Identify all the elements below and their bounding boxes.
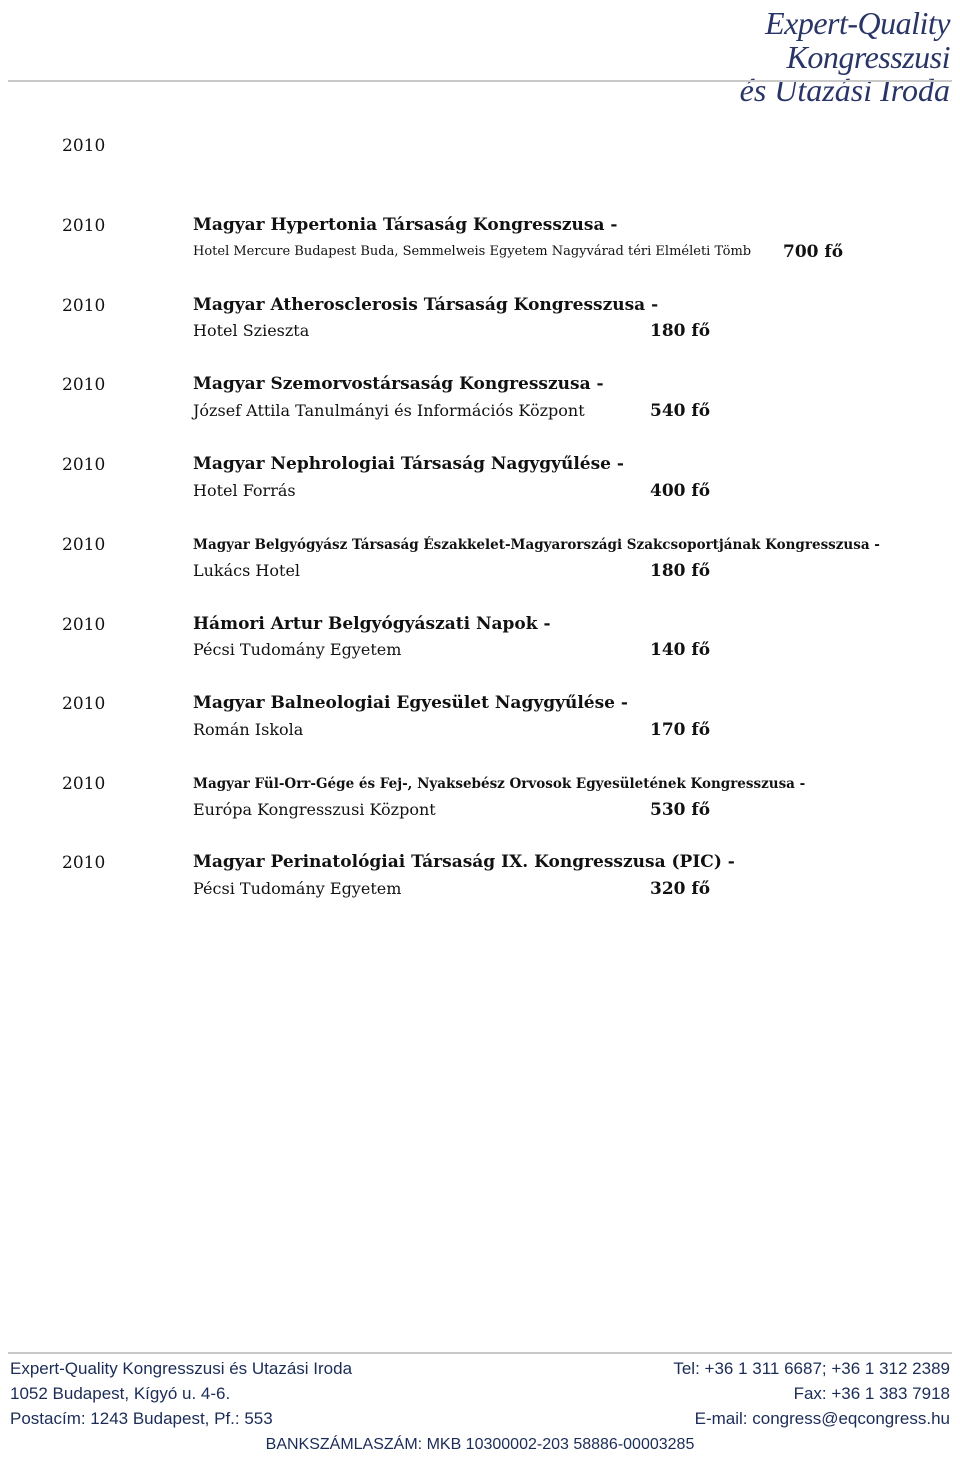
event-venue: Hotel Mercure Budapest Buda, Semmelweis Egyetem Nagyvárad téri Elméleti Tömb [193,244,752,259]
logo-line-2: és Utazási Iroda [739,72,950,108]
event-attendance: 530 fő [650,800,711,820]
event-title: Magyar Atherosclerosis Társaság Kongresszusa - [193,295,659,315]
event-year: 2010 [62,296,106,316]
footer-bank-account: BANKSZÁMLASZÁM: MKB 10300002-203 58886-00003285 [265,1436,695,1453]
event-title: Magyar Szemorvostársaság Kongresszusa - [193,374,604,394]
event-attendance: 180 fő [650,321,711,341]
footer-postal: Postacím: 1243 Budapest, Pf.: 553 [10,1409,273,1428]
event-venue: Hotel Forrás [193,481,296,500]
event-year: 2010 [62,216,106,236]
event-venue: Lukács Hotel [193,561,301,580]
event-attendance: 140 fő [650,640,711,660]
event-venue: Pécsi Tudomány Egyetem [193,879,402,898]
footer-phone: Tel: +36 1 311 6687; +36 1 312 2389 [673,1359,950,1378]
event-attendance: 400 fő [650,481,711,501]
event-year: 2010 [62,455,106,475]
event-year: 2010 [62,615,106,635]
header-divider [8,80,952,82]
footer-address: 1052 Budapest, Kígyó u. 4-6. [10,1384,231,1403]
event-title: Magyar Perinatológiai Társaság IX. Kongresszusa (PIC) - [193,852,735,872]
event-venue: József Attila Tanulmányi és Információs Központ [193,401,585,420]
event-attendance: 180 fő [650,561,711,581]
event-title: Magyar Hypertonia Társaság Kongresszusa - [193,215,618,235]
footer-company: Expert-Quality Kongresszusi és Utazási Iroda [10,1359,353,1378]
event-title: Magyar Fül-Orr-Gége és Fej-, Nyaksebész Orvosok Egyesületének Kongresszusa - [193,776,806,792]
event-year: 2010 [62,853,106,873]
event-year: 2010 [62,774,106,794]
logo-line-1: Expert-Quality Kongresszusi [765,5,950,75]
event-title: Hámori Artur Belgyógyászati Napok - [193,614,551,634]
event-year: 2010 [62,694,106,714]
event-attendance: 700 fő [783,242,844,262]
event-attendance: 320 fő [650,879,711,899]
event-attendance: 170 fő [650,720,711,740]
footer-divider [8,1352,952,1354]
event-year: 2010 [62,535,106,555]
footer-fax: Fax: +36 1 383 7918 [793,1384,950,1403]
event-year: 2010 [62,375,106,395]
event-venue: Európa Kongresszusi Központ [193,800,436,819]
footer-email[interactable]: E-mail: congress@eqcongress.hu [694,1409,950,1428]
event-title: Magyar Belgyógyász Társaság Északkelet-Magyarországi Szakcsoportjának Kongresszusa - [193,537,880,553]
event-venue: Hotel Szieszta [193,321,310,340]
section-year: 2010 [62,136,106,156]
event-title: Magyar Nephrologiai Társaság Nagygyűlése - [193,454,624,474]
event-venue: Román Iskola [193,720,304,739]
company-logo [610,5,950,108]
event-title: Magyar Balneologiai Egyesület Nagygyűlése - [193,693,628,713]
event-venue: Pécsi Tudomány Egyetem [193,640,402,659]
event-attendance: 540 fő [650,401,711,421]
